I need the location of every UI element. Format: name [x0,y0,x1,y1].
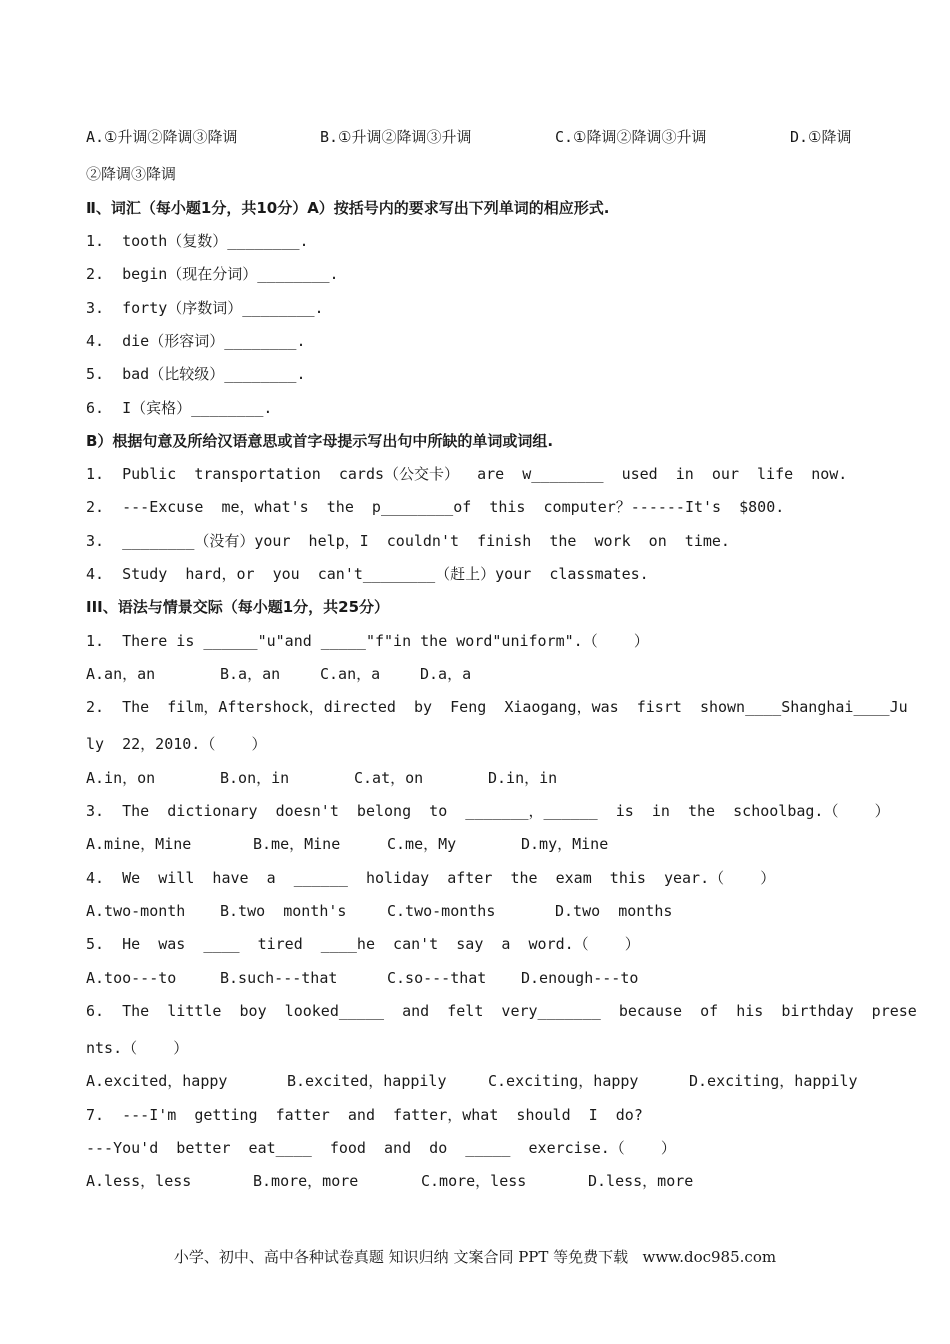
q6-option-a: A.excited，happy [86,1072,228,1090]
vocab-item: 3. forty（序数词）________. [86,299,324,317]
q5-option-c: C.so---that [387,969,487,987]
q4-option-d: D.two months [555,902,673,920]
question-2-continued: ly 22，2010.（ ） [86,735,267,753]
q1-option-b: B.a，an [220,665,281,683]
question-7-continued: ---You'd better eat____ food and do _____ exercise.（ ） [86,1139,676,1157]
q4-option-a: A.two-month [86,902,186,920]
option-c: C.①降调②降调③升调 [555,128,707,146]
vocab-item: 5. bad（比较级）________. [86,365,306,383]
option-d-continued: ②降调③降调 [86,165,177,183]
question-3: 3. The dictionary doesn't belong to _______，______ is in the schoolbag.（ ） [86,802,890,820]
section2-heading: Ⅱ、词汇（每小题1分，共10分）A）按括号内的要求写出下列单词的相应形式. [86,199,610,217]
fill-item: 1. Public transportation cards（公交卡） are w________ used in our life now. [86,465,848,483]
q6-option-c: C.exciting，happy [488,1072,639,1090]
q7-option-c: C.more，less [421,1172,527,1190]
question-6-continued: nts.（ ） [86,1039,189,1057]
q2-option-d: D.in，in [488,769,558,787]
fill-item: 3. ________（没有）your help，I couldn't finish the work on time. [86,532,730,550]
question-4: 4. We will have a ______ holiday after the exam this year.（ ） [86,869,776,887]
q4-option-c: C.two-months [387,902,496,920]
fill-item: 4. Study hard，or you can't________（赶上）your classmates. [86,565,649,583]
q7-option-b: B.more，more [253,1172,359,1190]
q2-option-b: B.on，in [220,769,290,787]
q4-option-b: B.two month's [220,902,347,920]
q2-option-a: A.in，on [86,769,156,787]
q1-option-a: A.an，an [86,665,156,683]
option-b: B.①升调②降调③升调 [320,128,472,146]
q3-option-d: D.my，Mine [521,835,609,853]
q5-option-b: B.such---that [220,969,338,987]
option-d: D.①降调 [790,128,852,146]
q6-option-d: D.exciting，happily [689,1072,858,1090]
q3-option-b: B.me，Mine [253,835,341,853]
option-a: A.①升调②降调③降调 [86,128,238,146]
question-5: 5. He was ____ tired ____he can't say a word.（ ） [86,935,640,953]
q5-option-d: D.enough---to [521,969,639,987]
question-2: 2. The film，Aftershock，directed by Feng Xiaogang，was fisrt shown____Shanghai____Ju [86,698,908,716]
q3-option-a: A.mine，Mine [86,835,192,853]
question-7: 7. ---I'm getting fatter and fatter，what should I do? [86,1106,643,1124]
section2b-heading: B）根据句意及所给汉语意思或首字母提示写出句中所缺的单词或词组. [86,432,554,450]
q3-option-c: C.me，My [387,835,457,853]
vocab-item: 1. tooth（复数）________. [86,232,309,250]
section3-heading: III、语法与情景交际（每小题1分，共25分） [86,598,390,616]
question-1: 1. There is ______"u"and _____"f"in the word"uniform".（ ） [86,632,649,650]
q1-option-c: C.an，a [320,665,381,683]
q5-option-a: A.too---to [86,969,177,987]
question-6: 6. The little boy looked_____ and felt very_______ because of his birthday prese [86,1002,917,1020]
vocab-item: 2. begin（现在分词）________. [86,265,339,283]
fill-item: 2. ---Excuse me，what's the p________of this computer？------It's $800. [86,498,785,516]
footer-text: 小学、初中、高中各种试卷真题 知识归纳 文案合同 PPT 等免费下载 www.doc985.com [173,1248,777,1266]
q1-option-d: D.a，a [420,665,472,683]
q6-option-b: B.excited，happily [287,1072,447,1090]
q7-option-a: A.less，less [86,1172,192,1190]
q7-option-d: D.less，more [588,1172,694,1190]
vocab-item: 6. I（宾格）________. [86,399,273,417]
vocab-item: 4. die（形容词）________. [86,332,306,350]
q2-option-c: C.at，on [354,769,424,787]
